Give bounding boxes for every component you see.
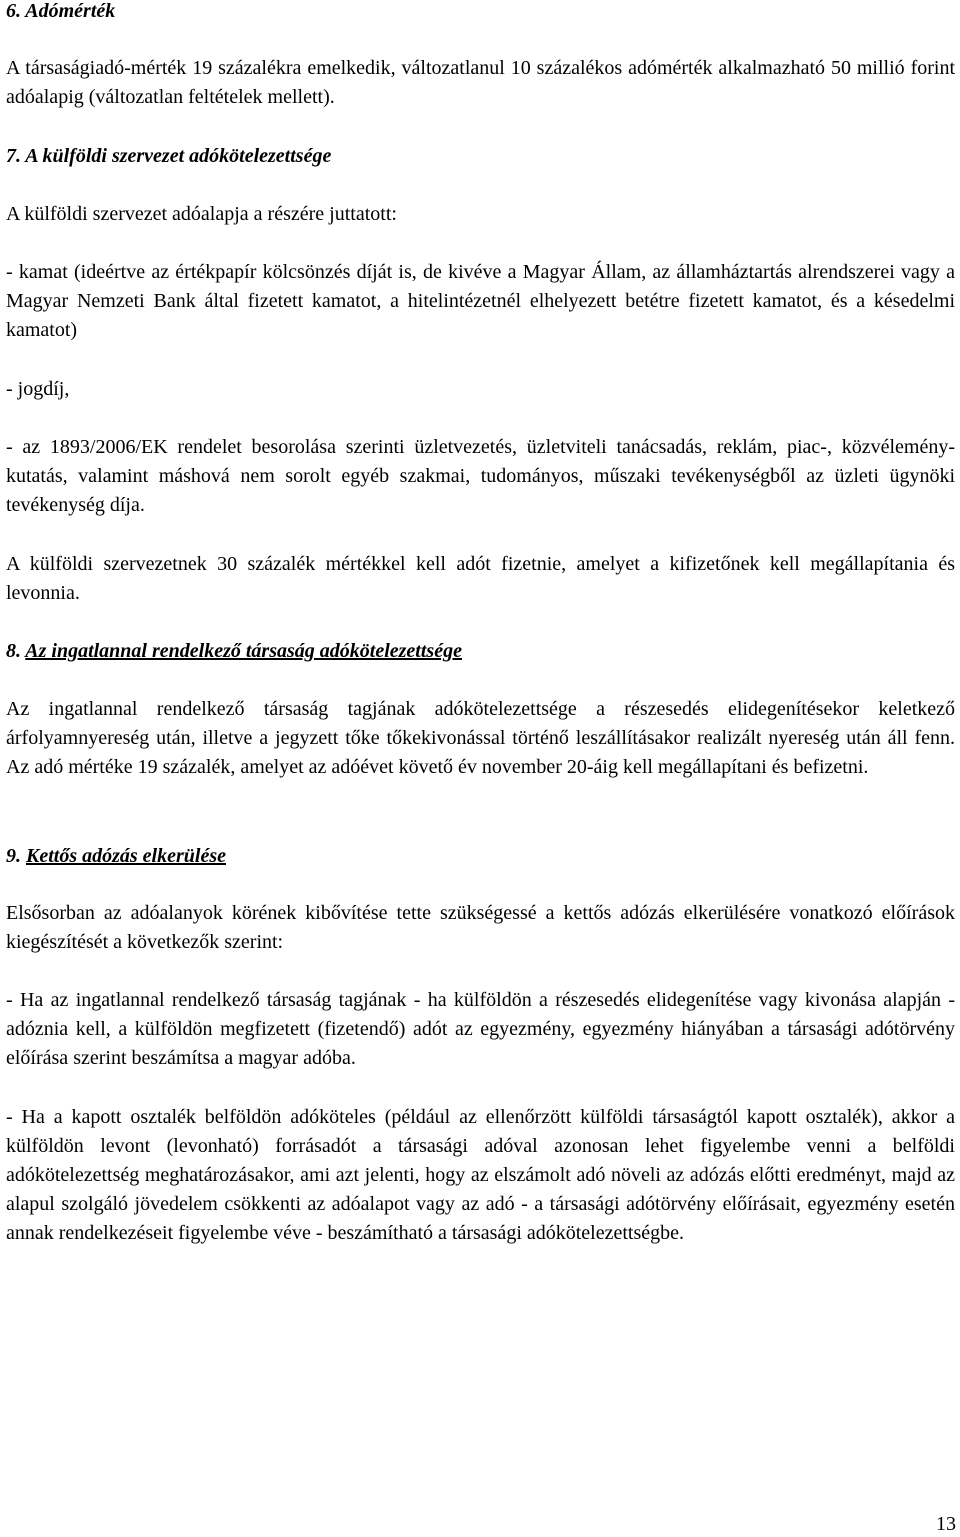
section-9-heading xyxy=(6,842,955,871)
section-7-heading: 7. A külföldi szervezet adókötelezettsége xyxy=(6,145,332,167)
section-7-item-royalty: - jogdíj, xyxy=(6,378,70,400)
section-7-item-interest: - kamat (ideértve az értékpapír kölcsönzés díját is, de kivéve a Magyar Állam, az államháztartás alrendszerei vagy a Magyar Nemzeti Bank által fizetett kamatot, a hitelintézetnél elhelyezett betétre fizetett kamatot, és a késedelmi kamatot) xyxy=(6,261,955,341)
section-9-title: Kettős adózás elkerülése xyxy=(26,845,226,867)
section-8-heading xyxy=(6,637,955,666)
section-7-item-services: - az 1893/2006/EK rendelet besorolása szerinti üzletvezetés, üzletviteli tanácsadás, reklám, piac-, közvélemény-kutatás, valamint máshová nem sorolt egyéb szakmai, tudományos, műszaki tevékenységből az üzleti ügynöki tevékenység díja. xyxy=(6,436,955,516)
section-9-number: 9. xyxy=(6,845,21,867)
section-8-title: Az ingatlannal rendelkező társaság adókötelezettsége xyxy=(25,640,462,662)
section-6-heading: 6. Adómérték xyxy=(6,0,116,22)
section-7-closing: A külföldi szervezetnek 30 százalék mértékkel kell adót fizetnie, amelyet a kifizetőnek kell megállapítania és levonnia. xyxy=(6,553,955,604)
section-9-intro: Elsősorban az adóalanyok körének kibővítése tette szükségessé a kettős adózás elkerülésére vonatkozó előírások kiegészítését a következők szerint: xyxy=(6,902,955,953)
section-7-intro: A külföldi szervezet adóalapja a részére juttatott: xyxy=(6,203,397,225)
section-9-item-real-estate: - Ha az ingatlannal rendelkező társaság tagjának - ha külföldön a részesedés elidegenítése vagy kivonása alapján - adóznia kell, a külföldön megfizetett (fizetendő) adót az egyezmény, egyezmény hiányában a társasági adótörvény előírása szerint beszámítsa a magyar adóba. xyxy=(6,989,955,1069)
page-number: 13 xyxy=(936,1513,956,1535)
section-9-item-dividend: - Ha a kapott osztalék belföldön adóköteles (például az ellenőrzött külföldi társaságtól kapott osztalék), akkor a külföldön levont (levonható) forrásadót a társasági adóval azonosan lehet figyelembe venni a belföldi adókötelezettség meghatározásakor, ami azt jelenti, hogy az elszámolt adó növeli az adózás előtti eredményt, majd az alapul szolgáló jövedelem csökkenti az adóalapot vagy az adó - a társasági adótörvény előírásait, egyezmény esetén annak rendelkezéseit figyelembe véve - beszámítható a társasági adókötelezettségbe. xyxy=(6,1106,955,1244)
section-8-paragraph: Az ingatlannal rendelkező társaság tagjának adókötelezettsége a részesedés elidegenítésekor keletkező árfolyamnyereség után, illetve a jegyzett tőke tőkekivonással történő leszállításakor realizált nyereség után áll fenn. Az adó mértéke 19 százalék, amelyet az adóévet követő év november 20-áig kell megállapítani és befizetni. xyxy=(6,698,955,778)
section-6-paragraph: A társaságiadó-mérték 19 százalékra emelkedik, változatlanul 10 százalékos adómérték alkalmazható 50 millió forint adóalapig (változatlan feltételek mellett). xyxy=(6,57,955,108)
section-8-number: 8. xyxy=(6,640,21,662)
